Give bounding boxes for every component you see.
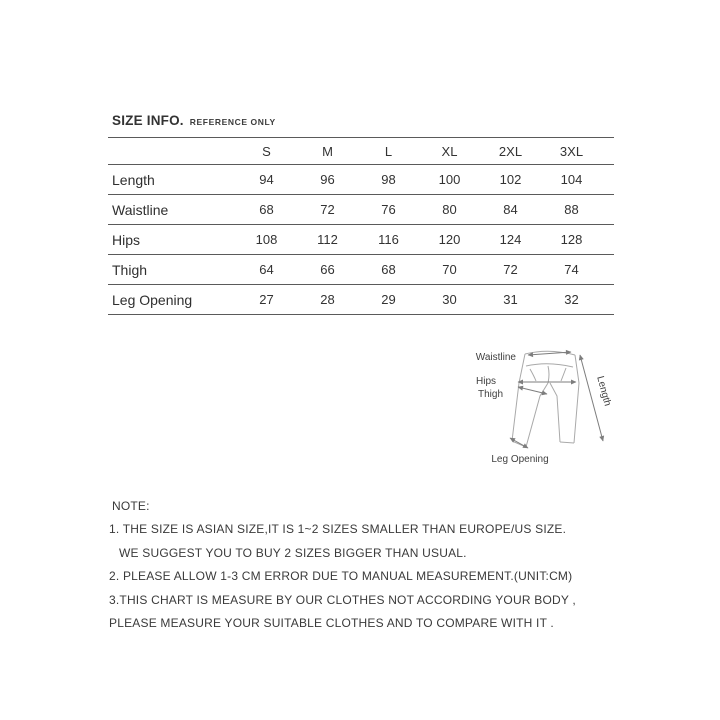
size-cell: 116 xyxy=(358,225,419,255)
table-row-hips xyxy=(108,225,614,255)
table-row-leg-opening xyxy=(108,285,614,315)
size-cell: 124 xyxy=(480,225,541,255)
size-cell: 74 xyxy=(541,255,602,285)
note-line-3b: PLEASE MEASURE YOUR SUITABLE CLOTHES AND TO COMPARE WITH IT . xyxy=(109,616,554,631)
size-cell: 27 xyxy=(236,285,297,315)
size-cell: 112 xyxy=(297,225,358,255)
size-cell: 120 xyxy=(419,225,480,255)
size-cell: 32 xyxy=(541,285,602,315)
size-cell: 84 xyxy=(480,195,541,225)
table-row-waistline xyxy=(108,195,614,225)
pants-measurement-diagram xyxy=(452,338,667,473)
row-label: Hips xyxy=(108,225,236,255)
thigh-label: Thigh xyxy=(478,389,504,400)
size-cell: 31 xyxy=(480,285,541,315)
note-line-1: 1. THE SIZE IS ASIAN SIZE,IT IS 1~2 SIZES SMALLER THAN EUROPE/US SIZE. xyxy=(109,522,567,537)
size-cell: 88 xyxy=(541,195,602,225)
size-table-header-row xyxy=(108,138,614,165)
waistline-label: Waistline xyxy=(475,352,516,363)
size-cell: 94 xyxy=(236,165,297,195)
size-cell: 70 xyxy=(419,255,480,285)
table-row-length xyxy=(108,165,614,195)
leg-opening-label: Leg Opening xyxy=(491,454,549,465)
column-header-s: S xyxy=(236,138,297,165)
length-label: Length xyxy=(594,374,613,408)
reference-only-label: REFERENCE ONLY xyxy=(189,117,276,127)
leg-opening-arrow xyxy=(510,438,528,448)
notes-heading: NOTE: xyxy=(112,499,150,513)
size-cell: 76 xyxy=(358,195,419,225)
size-cell: 29 xyxy=(358,285,419,315)
size-cell: 80 xyxy=(419,195,480,225)
size-cell: 108 xyxy=(236,225,297,255)
size-cell: 104 xyxy=(541,165,602,195)
note-line-1b: WE SUGGEST YOU TO BUY 2 SIZES BIGGER THAN USUAL. xyxy=(119,545,467,560)
size-info-title: SIZE INFO. xyxy=(112,113,184,128)
size-cell: 72 xyxy=(297,195,358,225)
row-spacer xyxy=(602,255,614,285)
size-cell: 28 xyxy=(297,285,358,315)
row-label: Leg Opening xyxy=(108,285,236,315)
pants-outline xyxy=(512,351,579,447)
column-header-m: M xyxy=(297,138,358,165)
size-cell: 66 xyxy=(297,255,358,285)
row-spacer xyxy=(602,285,614,315)
hips-label: Hips xyxy=(476,376,497,387)
table-row-thigh xyxy=(108,255,614,285)
size-cell: 102 xyxy=(480,165,541,195)
size-cell: 68 xyxy=(358,255,419,285)
size-cell: 128 xyxy=(541,225,602,255)
page-title xyxy=(112,112,276,130)
size-cell: 100 xyxy=(419,165,480,195)
note-line-3: 3.THIS CHART IS MEASURE BY OUR CLOTHES NOT ACCORDING YOUR BODY , xyxy=(109,592,576,607)
left-pocket-line xyxy=(530,369,536,381)
column-header-3xl: 3XL xyxy=(541,138,602,165)
size-table xyxy=(108,137,614,315)
size-cell: 68 xyxy=(236,195,297,225)
notes-section xyxy=(109,495,649,635)
row-label: Thigh xyxy=(108,255,236,285)
header-spacer xyxy=(602,138,614,165)
note-line-2: 2. PLEASE ALLOW 1-3 CM ERROR DUE TO MANUAL MEASUREMENT.(UNIT:CM) xyxy=(109,569,573,584)
row-spacer xyxy=(602,225,614,255)
size-cell: 64 xyxy=(236,255,297,285)
size-cell: 98 xyxy=(358,165,419,195)
thigh-arrow xyxy=(518,387,547,394)
size-cell: 72 xyxy=(480,255,541,285)
column-header-xl: XL xyxy=(419,138,480,165)
size-cell: 30 xyxy=(419,285,480,315)
column-header-2xl: 2XL xyxy=(480,138,541,165)
row-label: Length xyxy=(108,165,236,195)
length-arrow xyxy=(580,355,603,441)
right-pocket-line xyxy=(561,368,566,381)
row-spacer xyxy=(602,165,614,195)
size-cell: 96 xyxy=(297,165,358,195)
row-label: Waistline xyxy=(108,195,236,225)
row-spacer xyxy=(602,195,614,225)
column-header-l: L xyxy=(358,138,419,165)
measurement-column-header xyxy=(108,138,236,165)
